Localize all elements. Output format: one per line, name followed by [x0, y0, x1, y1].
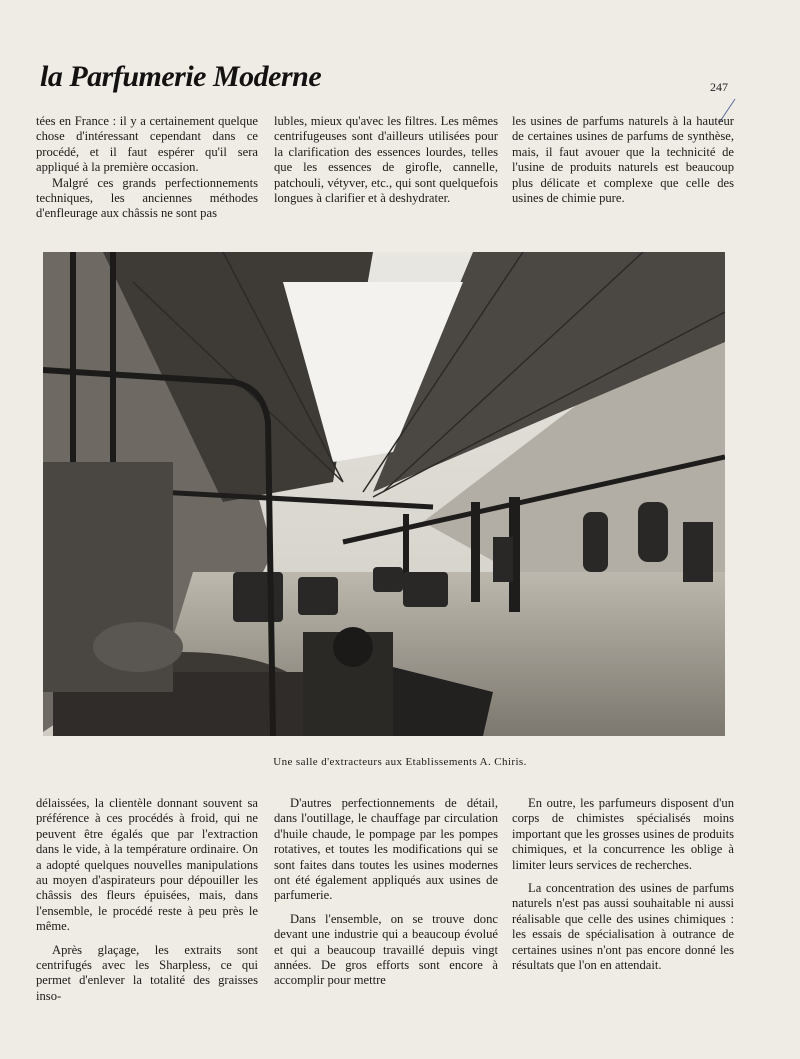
paragraph: La concentration des usines de parfums naturels n'est pas aussi souhaitable ni aussi réalisable que celle des usines chimiques : les essais de spécialisation à outrance de certaines usines n'ont pas encore donné les résultats que l'on en attendait. [512, 881, 734, 973]
paragraph: En outre, les parfumeurs disposent d'un corps de chimistes spécialisés moins important que les grosses usines de produits chimiques, et la concurrence les oblige à limiter leurs services de recherches. [512, 796, 734, 872]
magazine-logo: la Parfumerie Moderne [40, 60, 322, 93]
photo-caption: Une salle d'extracteurs aux Etablissements A. Chiris. [273, 756, 527, 768]
paragraph: D'autres perfectionnements de détail, dans l'outillage, le chauffage par circulation d'huile chaude, le pompage par les pompes rotatives, et toutes les modifications qui se sont faites dans toutes les usines modernes ont été également appliqués aux usines de parfumerie. [274, 796, 498, 903]
bottom-column-1 [36, 796, 258, 1004]
top-column-2 [274, 114, 498, 206]
bottom-column-3 [512, 796, 734, 973]
paragraph: lubles, mieux qu'avec les filtres. Les mêmes centrifugeuses sont d'ailleurs utilisées pour la clarification des essences lourdes, telles que les essences de girofle, cannelle, patchouli, vétyver, etc., qui sont quelquefois longues à clarifier et à deshydrater. [274, 114, 498, 206]
bottom-column-2 [274, 796, 498, 989]
paragraph: Dans l'ensemble, on se trouve donc devant une industrie qui a beaucoup évolué et qui a beaucoup travaillé depuis vingt années. De gros efforts sont encore à accomplir pour mettre [274, 911, 498, 988]
paragraph: délaissées, la clientèle donnant souvent sa préférence à ces procédés à froid, qui ne peuvent être égalés que par l'extraction dans le vide, à la température ordinaire. On a adopté quelques nouvelles manipulations au moyen d'aspirateurs pour dépouiller les châssis des fleurs épuisées, mais, dans l'ensemble, le procédé reste à peu près le même. [36, 796, 258, 934]
page-number: 247 [710, 80, 728, 94]
paragraph: Malgré ces grands perfectionnements techniques, les anciennes méthodes d'enfleurage aux châssis ne sont pas [36, 175, 258, 221]
paragraph: tées en France : il y a certainement quelque chose d'intéressant cependant dans ce procédé, et il faut espérer qu'il sera appliqué à la première occasion. [36, 114, 258, 175]
factory-hall-photograph [43, 252, 725, 736]
paragraph: les usines de parfums naturels à la hauteur de certaines usines de parfums de synthèse, mais, il faut avouer que la technicité de l'usine de produits naturels est beaucoup plus délicate et complexe que celle des usines de chimie pure. [512, 114, 734, 206]
paragraph: Après glaçage, les extraits sont centrifugés avec les Sharpless, ce qui permet d'enlever la totalité des graisses inso- [36, 942, 258, 1003]
top-column-3 [512, 114, 734, 206]
top-column-1 [36, 114, 258, 222]
